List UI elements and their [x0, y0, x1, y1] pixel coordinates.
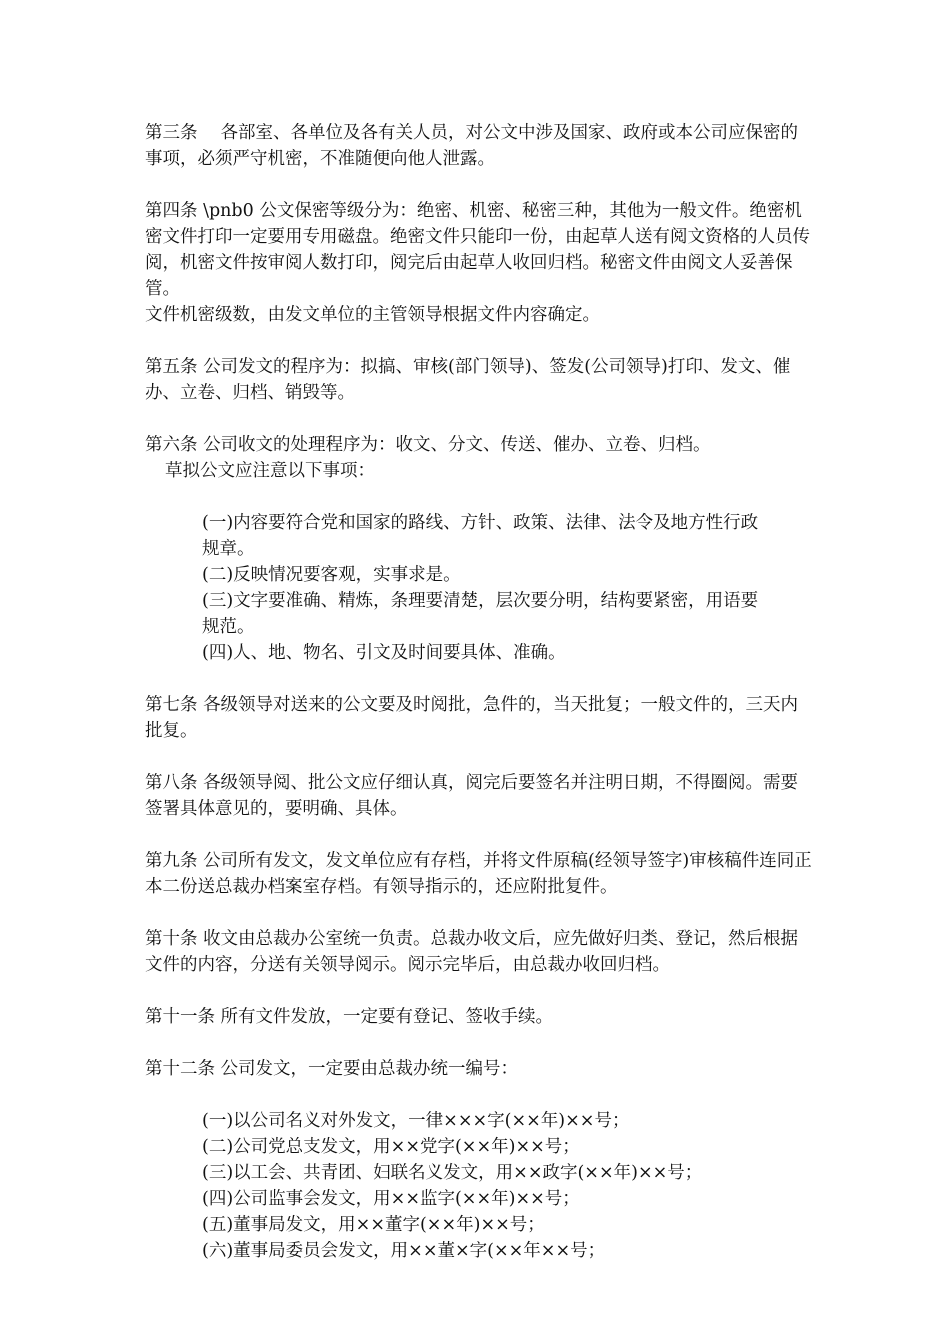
- article-6: 第六条 公司收文的处理程序为：收文、分文、传送、催办、立卷、归档。: [145, 435, 711, 455]
- list-item: (四)公司监事会发文，用××监字(××年)××号；: [202, 1189, 580, 1209]
- article-8: 第八条 各级领导阅、批公文应仔细认真，阅完后要签名并注明日期，不得圈阅。需要签署具体意见的，要明确、具体。: [145, 773, 799, 819]
- article-9: 第九条 公司所有发文，发文单位应有存档，并将文件原稿(经领导签字)审核稿件连同正本二份送总裁办档案室存档。有领导指示的，还应附批复件。: [145, 851, 812, 897]
- article-10: 第十条 收文由总裁办公室统一负责。总裁办收文后，应先做好归类、登记，然后根据文件的内容，分送有关领导阅示。阅示完毕后，由总裁办收回归档。: [145, 929, 799, 975]
- list-item: (一)以公司名义对外发文，一律×××字(××年)××号；: [202, 1111, 630, 1131]
- article-11: 第十一条 所有文件发放，一定要有登记、签收手续。: [145, 1007, 554, 1027]
- numbering-rules-list: [145, 1108, 802, 1264]
- list-item: (一)内容要符合党和国家的路线、方针、政策、法律、法令及地方性行政规章。: [202, 513, 759, 559]
- list-item: (五)董事局发文，用××董字(××年)××号；: [202, 1215, 545, 1235]
- document-body: [145, 120, 815, 1264]
- article-4: 第四条 \pnb0 公文保密等级分为：绝密、机密、秘密三种，其他为一般文件。绝密机密文件打印一定要用专用磁盘。绝密文件只能印一份，由起草人送有阅文资格的人员传阅，机密文件按审阅人数打印，阅完后由起草人收回归档。秘密文件由阅文人妥善保管。: [145, 201, 810, 299]
- article-5: 第五条 公司发文的程序为：拟搞、审核(部门领导)、签发(公司领导)打印、发文、催办、立卷、归档、销毁等。: [145, 357, 791, 403]
- article-3: 第三条 各部室、各单位及各有关人员，对公文中涉及国家、政府或本公司应保密的事项，必须严守机密，不准随便向他人泄露。: [145, 123, 799, 169]
- list-item: (二)公司党总支发文，用××党字(××年)××号；: [202, 1137, 580, 1157]
- article-12: 第十二条 公司发文，一定要由总裁办统一编号：: [145, 1059, 519, 1079]
- drafting-rules-list: [145, 510, 762, 666]
- list-item: (四)人、地、物名、引文及时间要具体、准确。: [202, 643, 566, 663]
- article-6-subheading: 草拟公文应注意以下事项：: [165, 461, 375, 481]
- list-item: (三)文字要准确、精炼，条理要清楚，层次要分明，结构要紧密，用语要规范。: [202, 591, 759, 637]
- list-item: (六)董事局委员会发文，用××董×字(××年××号；: [202, 1241, 606, 1261]
- article-7: 第七条 各级领导对送来的公文要及时阅批，急件的，当天批复；一般文件的，三天内批复。: [145, 695, 799, 741]
- list-item: (三)以工会、共青团、妇联名义发文，用××政字(××年)××号；: [202, 1163, 703, 1183]
- article-4-note: 文件机密级数，由发文单位的主管领导根据文件内容确定。: [145, 305, 600, 325]
- list-item: (二)反映情况要客观，实事求是。: [202, 565, 461, 585]
